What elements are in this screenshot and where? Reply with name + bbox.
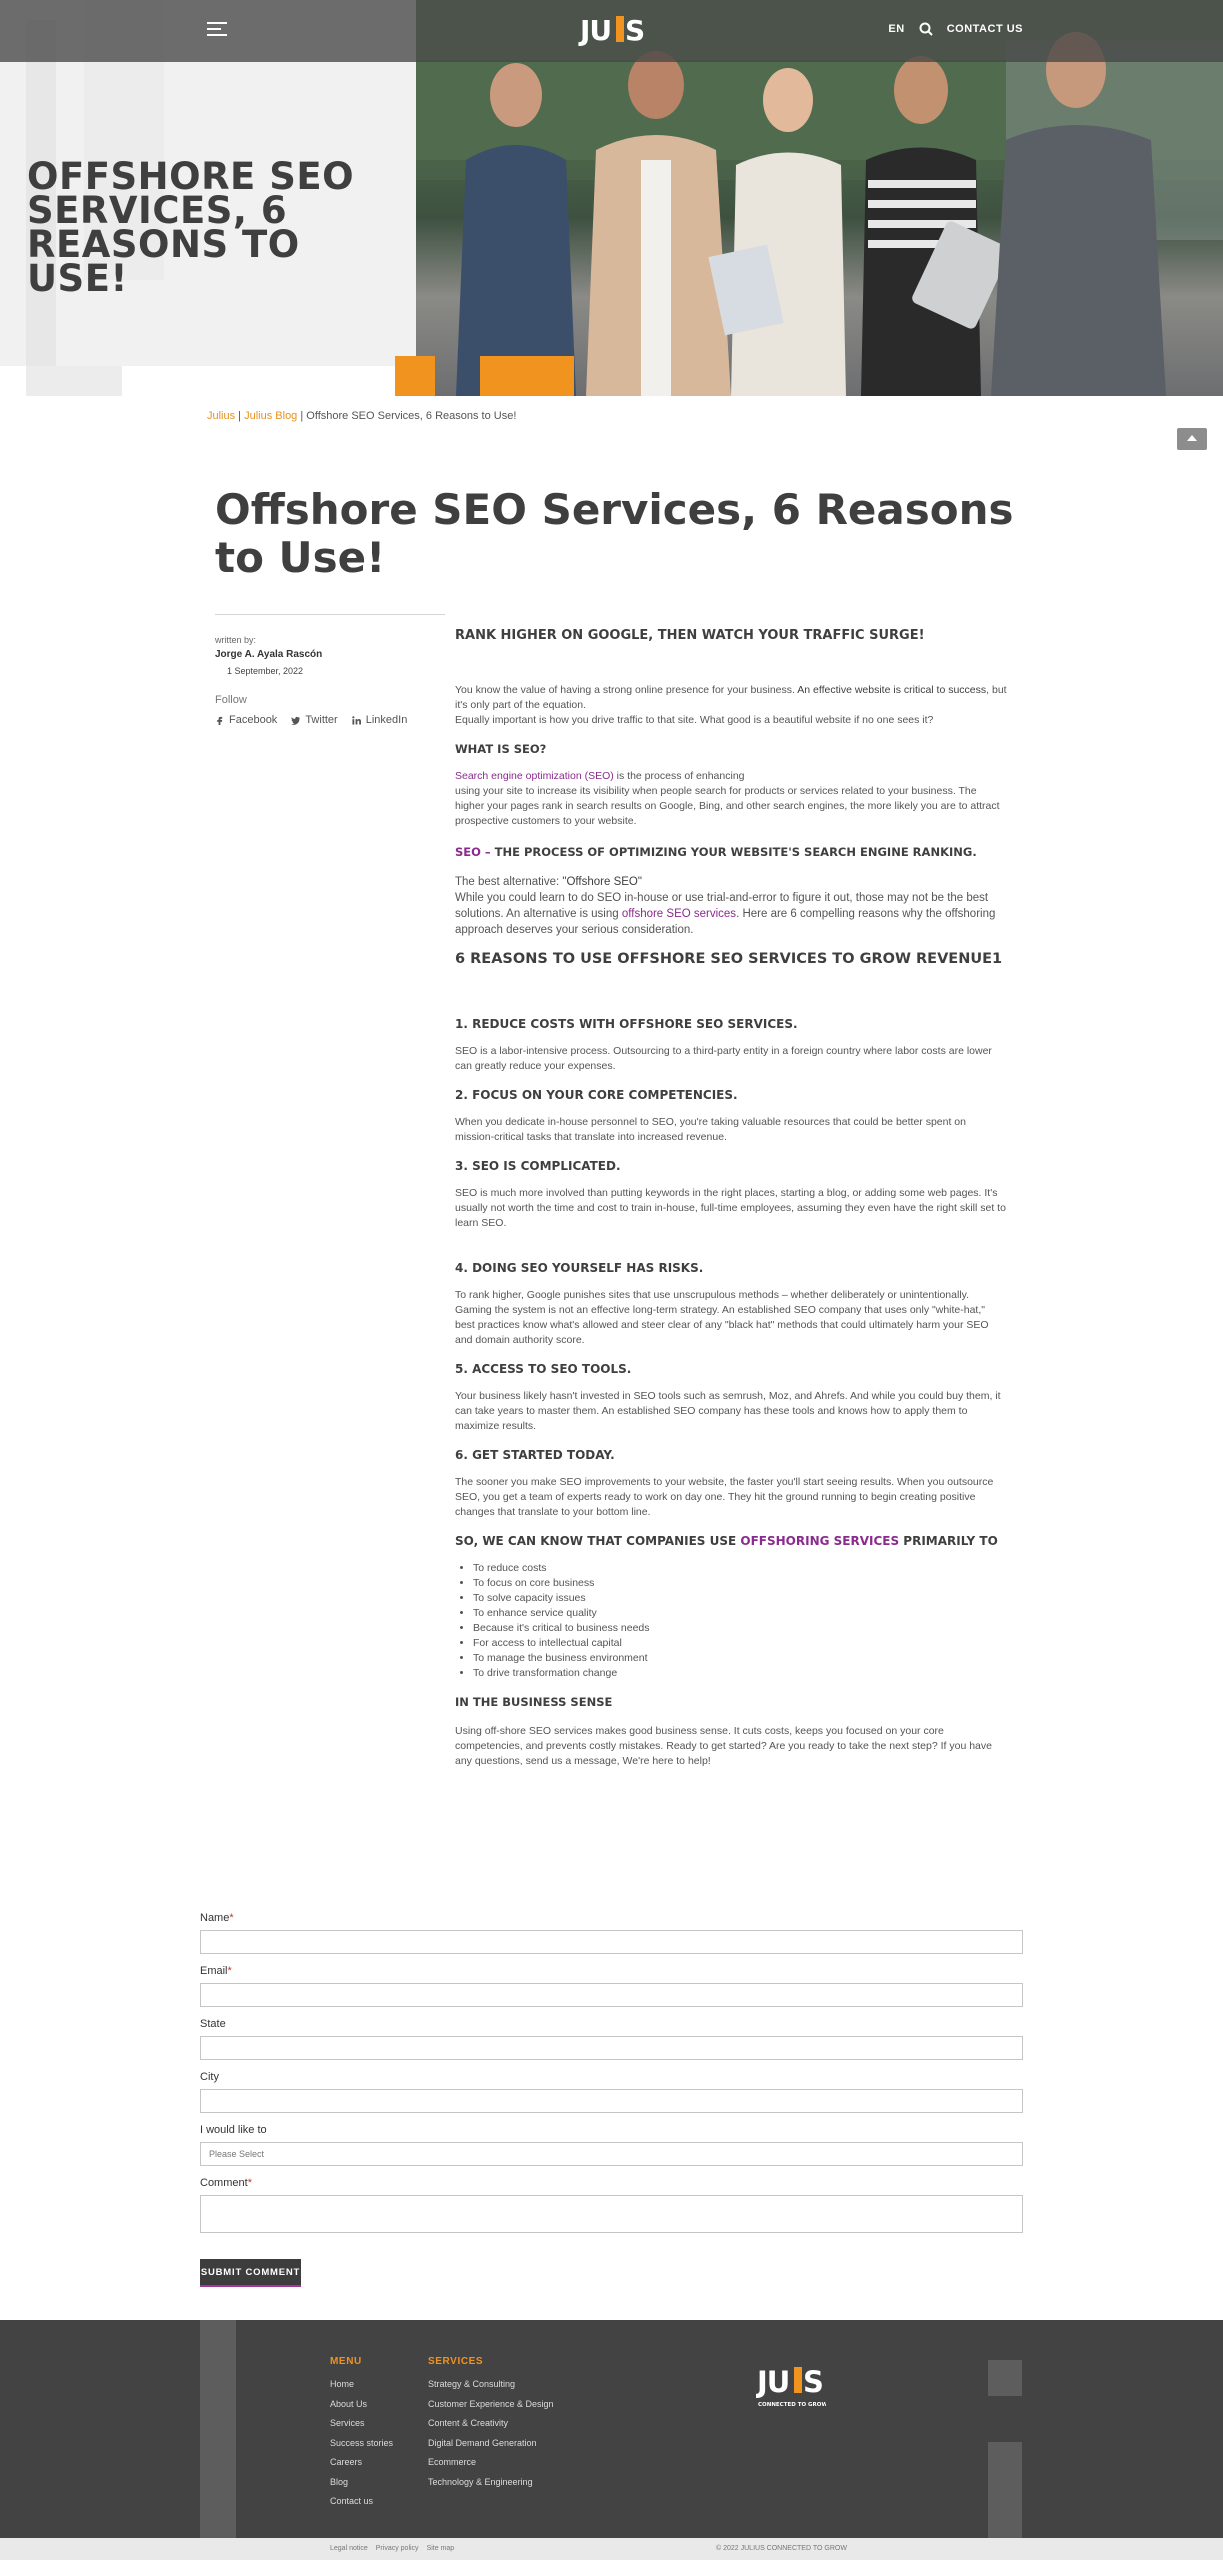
text: , but it's only part of the equation. bbox=[455, 684, 1007, 711]
comment-label bbox=[200, 2177, 1023, 2189]
label-text: Email bbox=[200, 1965, 228, 1977]
breadcrumb-separator: | bbox=[235, 410, 245, 422]
heading-text: THE PROCESS OF OPTIMIZING YOUR WEBSITE'S SEARCH ENGINE RANKING. bbox=[494, 845, 977, 859]
seo-link[interactable]: Search engine optimization (SEO) bbox=[455, 770, 614, 782]
scroll-to-top-button[interactable] bbox=[1177, 428, 1207, 450]
decorative-bar bbox=[988, 2442, 1022, 2538]
twitter-link[interactable] bbox=[291, 714, 337, 726]
search-icon[interactable] bbox=[919, 22, 933, 36]
written-by-label: written by: bbox=[215, 635, 257, 645]
twitter-label: Twitter bbox=[305, 714, 338, 726]
offshore-seo-link[interactable]: offshore SEO services bbox=[621, 908, 737, 920]
seo-highlight: SEO – bbox=[455, 845, 495, 859]
reason-heading: 2. FOCUS ON YOUR CORE COMPETENCIES. bbox=[455, 1088, 738, 1102]
twitter-icon bbox=[291, 716, 300, 725]
interest-label: I would like to bbox=[200, 2124, 267, 2136]
paragraph: SEO is much more involved than putting keywords in the right places, starting a blog, or adding some web pages. It's usually not worth the time and cost to train in-house, full-time employees, assuming they even have the right skill set to learn SEO. bbox=[455, 1187, 1006, 1229]
facebook-label: Facebook bbox=[229, 714, 278, 726]
privacy-policy-link[interactable]: Privacy policy bbox=[375, 2545, 419, 2552]
footer-logo[interactable] bbox=[756, 2356, 826, 2412]
list-item: • To drive transformation change bbox=[473, 1666, 1007, 1681]
offshoring-services-link[interactable]: OFFSHORING SERVICES bbox=[740, 1534, 900, 1548]
list-item: • For access to intellectual capital bbox=[473, 1636, 1007, 1651]
name-label bbox=[200, 1912, 1023, 1924]
language-switch[interactable]: EN bbox=[888, 23, 905, 35]
reason-heading: 3. SEO IS COMPLICATED. bbox=[455, 1159, 621, 1173]
footer-service-link[interactable]: Content & Creativity bbox=[428, 2418, 509, 2428]
text: Equally important is how you drive traffic to that site. What good is a beautiful website if no one sees it? bbox=[455, 714, 934, 726]
text: using your site to increase its visibility when people search for products or services related to your business. The higher your pages rank in search results on Google, Bing, and other search engines, the more likely you are to attract prospective customers to your website. bbox=[455, 785, 1000, 827]
paragraph bbox=[455, 683, 1007, 728]
section-heading bbox=[455, 845, 1007, 860]
paragraph: When you dedicate in-house personnel to SEO, you're taking valuable resources that could be better spent on mission-critical tasks that translate into increased revenue. bbox=[455, 1116, 966, 1143]
label-text: Name bbox=[200, 1912, 230, 1924]
required-mark: * bbox=[229, 1912, 234, 1924]
footer-link-services[interactable]: Services bbox=[330, 2418, 365, 2428]
section-heading: 6 REASONS TO USE OFFSHORE SEO SERVICES TO GROW REVENUE1 bbox=[455, 951, 1003, 967]
reason-heading: 4. DOING SEO YOURSELF HAS RISKS. bbox=[455, 1261, 704, 1275]
accent-block bbox=[480, 356, 574, 396]
section-heading: WHAT IS SEO? bbox=[455, 742, 547, 756]
footer-menu bbox=[330, 2356, 393, 2516]
accent-block bbox=[395, 356, 435, 396]
footer-services bbox=[428, 2356, 554, 2496]
paragraph: SEO is a labor-intensive process. Outsourcing to a third-party entity in a foreign country where labor costs are lower can greatly reduce your expenses. bbox=[455, 1045, 992, 1072]
text: While you could learn to do SEO in-house or use trial-and-error to figure it out, those may not be the best solutions. An alternative is using bbox=[455, 892, 989, 920]
breadcrumb-home[interactable]: Julius bbox=[207, 410, 236, 422]
svg-text:JU: JU bbox=[580, 14, 612, 47]
contact-us-link[interactable]: CONTACT US bbox=[946, 23, 1023, 35]
svg-text:S: S bbox=[625, 14, 644, 47]
author-name: Jorge A. Ayala Rascón bbox=[215, 649, 323, 660]
footer-link-home[interactable]: Home bbox=[330, 2379, 355, 2389]
article-body bbox=[455, 628, 1007, 1769]
decorative-bar bbox=[200, 2320, 236, 2538]
text: is the process of enhancing bbox=[613, 770, 745, 782]
heading-text: PRIMARILY TO bbox=[899, 1534, 998, 1548]
footer-menu-title: MENU bbox=[330, 2356, 362, 2367]
section-heading: RANK HIGHER ON GOOGLE, THEN WATCH YOUR TRAFFIC SURGE! bbox=[455, 628, 925, 643]
text: The best alternative: bbox=[455, 876, 563, 888]
email-group bbox=[200, 1965, 1023, 2007]
menu-icon[interactable] bbox=[207, 22, 227, 38]
list-item: • To focus on core business bbox=[473, 1576, 1007, 1591]
svg-text:S: S bbox=[803, 2365, 824, 2399]
city-group bbox=[200, 2071, 1023, 2113]
reasons-list bbox=[455, 1561, 1007, 1681]
social-links bbox=[215, 714, 445, 726]
paragraph: Your business likely hasn't invested in SEO tools such as semrush, Moz, and Ahrefs. And while you could buy them, it can take years to master them. An established SEO company has these tools and knows how to apply them to maximize results. bbox=[455, 1390, 1001, 1432]
paragraph: The sooner you make SEO improvements to your website, the faster you'll start seeing results. When you outsource SEO, you get a team of experts ready to work on day one. They hit the ground running to begin creating positive changes that translate to your bottom line. bbox=[455, 1476, 994, 1518]
state-group bbox=[200, 2018, 1023, 2060]
svg-text:CONNECTED TO GROW: CONNECTED TO GROW bbox=[758, 2402, 826, 2408]
city-label: City bbox=[200, 2071, 219, 2083]
interest-group bbox=[200, 2124, 1023, 2166]
list-item: • To solve capacity issues bbox=[473, 1591, 1007, 1606]
interest-select[interactable]: Please Select bbox=[200, 2142, 1023, 2166]
top-navigation bbox=[0, 0, 1223, 62]
comment-group bbox=[200, 2177, 1023, 2233]
footer-service-link[interactable]: Technology & Engineering bbox=[428, 2476, 533, 2487]
text: You know the value of having a strong online presence for your business. bbox=[455, 684, 798, 696]
svg-text:JU: JU bbox=[757, 2365, 790, 2399]
reason-heading: 1. REDUCE COSTS WITH OFFSHORE SEO SERVICES. bbox=[455, 1017, 798, 1031]
facebook-link[interactable] bbox=[215, 714, 277, 726]
list-item: • To manage the business environment bbox=[473, 1651, 1007, 1666]
site-map-link[interactable]: Site map bbox=[426, 2545, 455, 2552]
legal-links bbox=[330, 2545, 454, 2552]
nav-actions bbox=[888, 22, 1023, 36]
footer-link-careers[interactable]: Careers bbox=[330, 2457, 363, 2467]
state-label: State bbox=[200, 2018, 226, 2030]
linkedin-link[interactable] bbox=[352, 714, 408, 726]
linkedin-label: LinkedIn bbox=[365, 714, 408, 726]
footer-link-blog[interactable]: Blog bbox=[330, 2476, 349, 2487]
list-item: • To enhance service quality bbox=[473, 1606, 1007, 1621]
publish-date: 1 September, 2022 bbox=[227, 666, 304, 676]
text: . Here are 6 compelling reasons why the offshoring approach deserves your serious consideration. bbox=[455, 908, 996, 936]
name-group bbox=[200, 1912, 1023, 1954]
decorative-bar bbox=[26, 366, 122, 396]
paragraph bbox=[455, 874, 1007, 938]
list-item: • Because it's critical to business needs bbox=[473, 1621, 1007, 1636]
heading-text: SO, WE CAN KNOW THAT COMPANIES USE bbox=[455, 1534, 741, 1548]
legal-notice-link[interactable]: Legal notice bbox=[330, 2545, 368, 2552]
email-field[interactable] bbox=[200, 1983, 1023, 2007]
breadcrumb-blog[interactable]: Julius Blog bbox=[244, 410, 298, 422]
state-field[interactable] bbox=[200, 2036, 1023, 2060]
section-heading: IN THE BUSINESS SENSE bbox=[455, 1695, 613, 1709]
submit-comment-button[interactable]: SUBMIT COMMENT bbox=[200, 2259, 301, 2287]
reason-heading: 5. ACCESS TO SEO TOOLS. bbox=[455, 1362, 632, 1376]
linkedin-icon bbox=[352, 716, 361, 725]
paragraph bbox=[455, 769, 1007, 829]
breadcrumb-separator: | bbox=[297, 410, 307, 422]
list-item: • To reduce costs bbox=[473, 1561, 1007, 1576]
paragraph: Using off-shore SEO services makes good business sense. It cuts costs, keeps you focused on your core competencies, and prevents costly mistakes. Ready to get started? Are you ready to take the next step? If you have any questions, send us a message, We're here to help! bbox=[455, 1725, 992, 1767]
follow-label: Follow bbox=[215, 694, 247, 706]
footer-service-link[interactable]: Digital Demand Generation bbox=[428, 2437, 537, 2448]
footer-service-link[interactable]: Strategy & Consulting bbox=[428, 2379, 516, 2389]
label-text: Comment bbox=[200, 2177, 248, 2189]
footer-service-link[interactable]: Customer Experience & Design bbox=[428, 2398, 554, 2409]
divider bbox=[215, 614, 445, 615]
footer bbox=[0, 2320, 1223, 2538]
article-title: Offshore SEO Services, 6 Reasons to Use! bbox=[215, 485, 1014, 582]
footer-link-contact[interactable]: Contact us bbox=[330, 2496, 374, 2506]
reason-heading: 6. GET STARTED TODAY. bbox=[455, 1448, 615, 1462]
hero-title: OFFSHORE SEO SERVICES, 6 REASONS TO USE! bbox=[27, 155, 355, 300]
name-field[interactable] bbox=[200, 1930, 1023, 1954]
required-mark: * bbox=[227, 1965, 232, 1977]
decorative-block bbox=[988, 2360, 1022, 2396]
comment-field[interactable] bbox=[200, 2195, 1023, 2233]
footer-services-title: SERVICES bbox=[428, 2356, 484, 2367]
article-meta bbox=[215, 614, 445, 726]
required-mark: * bbox=[247, 2177, 252, 2189]
footer-link-success[interactable]: Success stories bbox=[330, 2437, 394, 2448]
facebook-icon bbox=[215, 716, 224, 725]
email-label bbox=[200, 1965, 1023, 1977]
footer-link-about[interactable]: About Us bbox=[330, 2398, 368, 2409]
copyright: © 2022 JULIUS CONNECTED TO GROW bbox=[716, 2545, 847, 2552]
breadcrumb bbox=[207, 410, 516, 422]
breadcrumb-current: Offshore SEO Services, 6 Reasons to Use! bbox=[306, 410, 517, 422]
footer-service-link[interactable]: Ecommerce bbox=[428, 2457, 477, 2467]
section-heading bbox=[455, 1534, 1007, 1549]
text-emphasis: An effective website is critical to success bbox=[797, 684, 987, 696]
text-emphasis: "Offshore SEO" bbox=[562, 876, 642, 888]
paragraph: To rank higher, Google punishes sites that use unscrupulous methods – whether deliberately or unintentionally. Gaming the system is not an effective long-term strategy. An established SEO company that uses only "white-hat," best practices know what's allowed and steer clear of any "black hat" methods that could ultimately harm your SEO and domain authority score. bbox=[455, 1289, 989, 1346]
legal-bar bbox=[0, 2538, 1223, 2560]
city-field[interactable] bbox=[200, 2089, 1023, 2113]
julius-logo[interactable] bbox=[578, 6, 644, 54]
